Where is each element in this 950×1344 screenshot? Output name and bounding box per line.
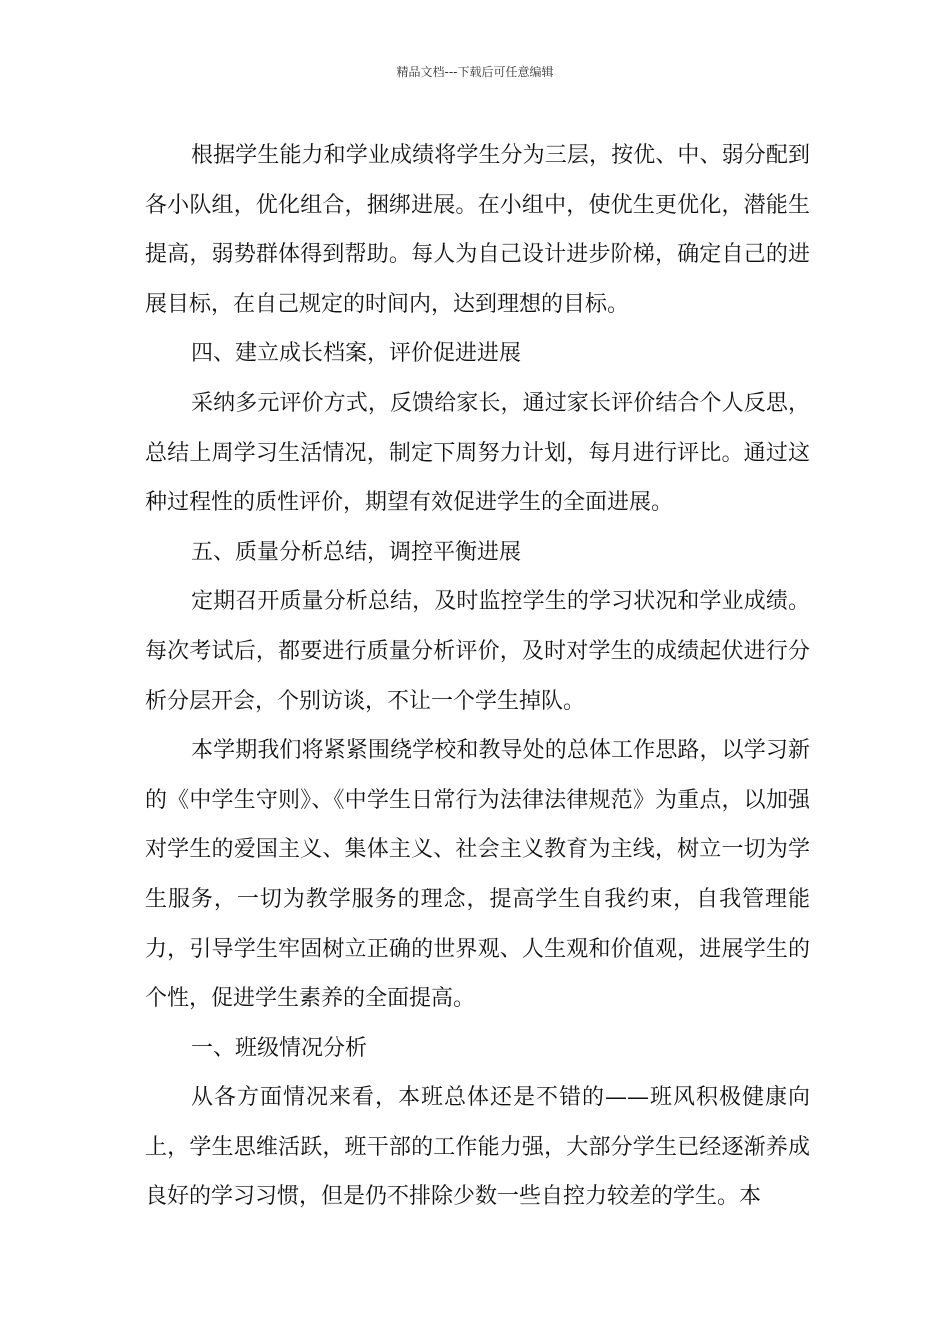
heading-class-analysis: 一、班级情况分析 [191,1035,368,1061]
heading-growth-archive: 四、建立成长档案，评价促进进展 [191,341,522,367]
paragraph-quality-analysis: 定期召开质量分析总结，及时监控学生的学习状况和学业成绩。每次考试后，都要进行质量分析评价，及时对学生的成绩起伏进行分析分层开会，个别访谈，不让一个学生掉队。 [145,589,810,714]
paragraph-semester-plan: 本学期我们将紧紧围绕学校和教导处的总体工作思路，以学习新的《中学生守则》、《中学生日常行为法律法律规范》为重点，以加强对学生的爱国主义、集体主义、社会主义教育为主线，树立一切为学生服务，一切为教学服务的理念，提高学生自我约束，自我管理能力，引导学生牢固树立正确的世界观、人生观和价值观，进展学生的个性，促进学生素养的全面提高。 [145,738,810,1012]
page-header: 精品文档---下载后可任意编辑 [396,65,554,79]
paragraph-grouping: 根据学生能力和学业成绩将学生分为三层，按优、中、弱分配到各小队组，优化组合，捆绑进展。在小组中，使优生更优化，潜能生提高，弱势群体得到帮助。每人为自己设计进步阶梯，确定自己的进展目标，在自己规定的时间内，达到理想的目标。 [145,143,810,317]
document-body [145,131,810,1222]
heading-quality-analysis: 五、质量分析总结，调控平衡进展 [191,539,522,565]
paragraph-class-analysis: 从各方面情况来看，本班总体还是不错的——班风积极健康向上，学生思维活跃，班干部的工作能力强，大部分学生已经逐渐养成良好的学习习惯，但是仍不排除少数一些自控力较差的学生。本 [145,1085,810,1210]
paragraph-evaluation: 采纳多元评价方式，反馈给家长，通过家长评价结合个人反思，总结上周学习生活情况，制定下周努力计划，每月进行评比。通过这种过程性的质性评价，期望有效促进学生的全面进展。 [145,390,810,516]
